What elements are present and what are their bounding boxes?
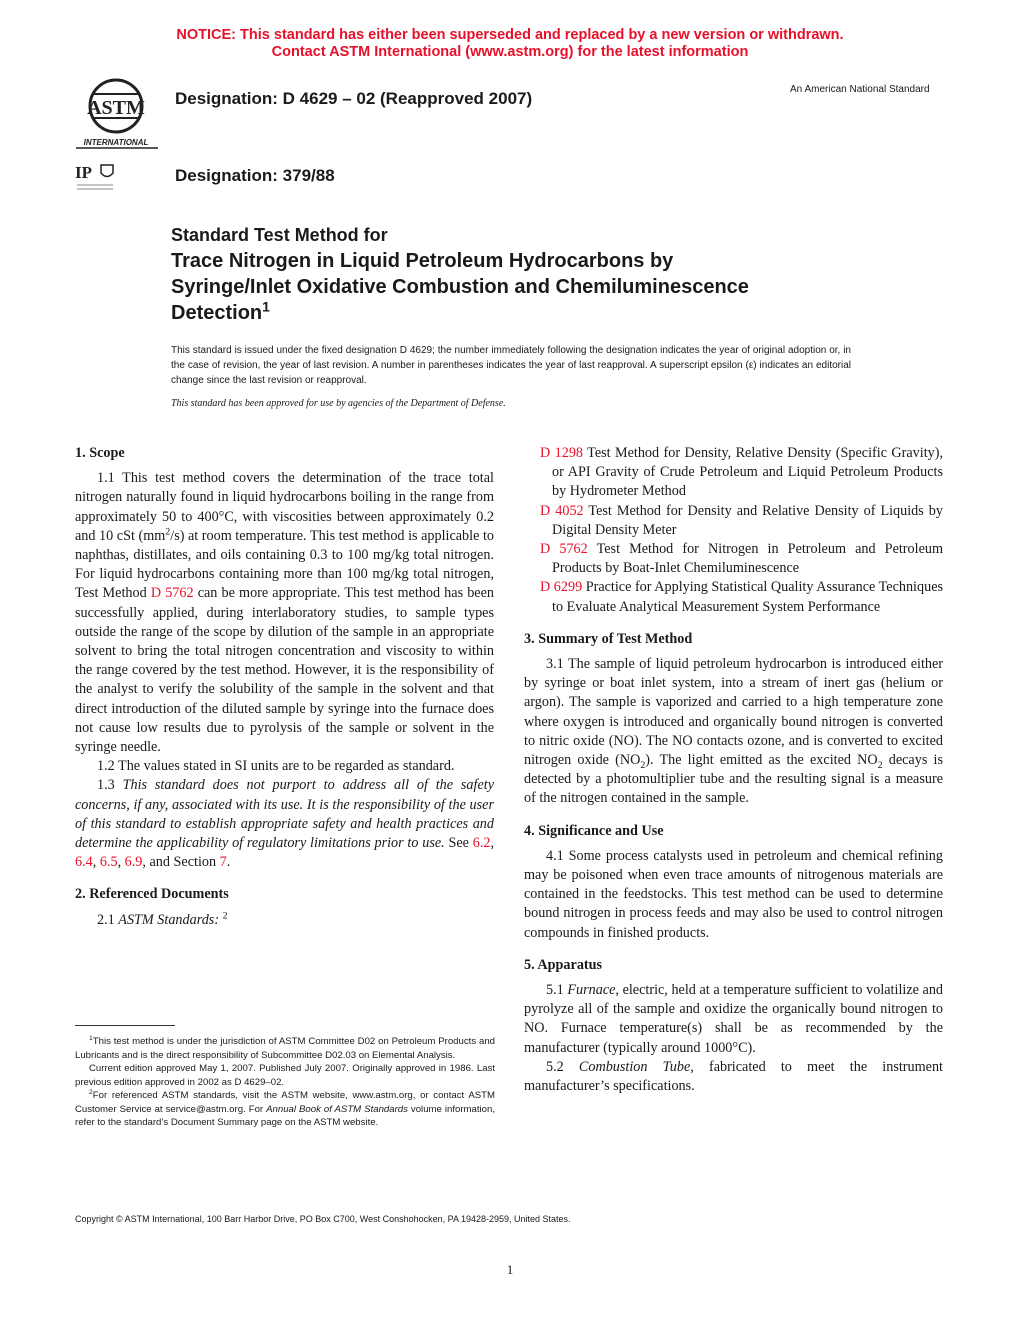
copyright: Copyright © ASTM International, 100 Barr Harbor Drive, PO Box C700, West Conshohocken, PA 19428-2959, United States.: [75, 1214, 571, 1224]
summary-heading: 3. Summary of Test Method: [524, 630, 693, 647]
link-d6299[interactable]: D 6299: [540, 579, 583, 596]
scope-1-1: 1.1 This test method covers the determination of the trace total nitrogen naturally found in liquid hydrocarbons boiling in the range from approximately 50 to 400°C, with viscosities between approximately 0.2 and 10 cSt $(mm^2/s)$ at room temperature. This test method is applicable to naphthas, distillates, and oils containing 0.3 to 100 mg/kg total nitrogen. For liquid hydrocarbons containing more than 100 mg/kg total nitrogen, Test Method D 5762 can be more appropriate. This test method has been successfully applied, during interlaboratory studies, to sample types outside the range of the scope by dilution of the sample in an appropriate solvent to bring the total nitrogen concentration and viscosity to within the range covered by the test method. However, it is the responsibility of the analyst to verify the solubility of the sample in the solvent and that direct introduction of the diluted sample by syringe into the furnace does not cause low results due to pyrolysis of the sample or solvent in the syringe needle.: [75, 470, 494, 756]
scope-heading: 1. Scope: [75, 445, 125, 461]
scope-1-3: 1.3 This standard does not purport to address all of the safety concerns, if any, associated with its use. It is the responsibility of the user of this standard to establish appropriate safety and health practices and determine the applicability of regulatory limitations prior to use. See 6.2, 6.4, 6.5, 6.9, and Section 7.: [75, 777, 495, 871]
ip-logo: [75, 160, 117, 194]
dod-note: This standard has been approved for use by agencies of the Department of Defense.: [171, 398, 506, 409]
referenced-heading: 2. Referenced Documents: [75, 886, 229, 903]
svg-text:ASTM: ASTM: [87, 97, 145, 119]
link-6-9[interactable]: 6.9: [124, 854, 143, 871]
footnote-1: $^1$This test method is under the jurisdiction of ASTM Committee D02 on Petroleum Products and Lubricants and is the direct responsibility of Subcommittee D02.03 on Elemental Analysis.: [75, 1034, 495, 1061]
withdrawal-notice: [0, 27, 1020, 61]
apparatus-5-1: 5.1 Furnace, electric, held at a temperature sufficient to volatilize and pyrolyze all of the sample and oxidize the organically bound nitrogen to NO. Furnace temperature(s) shall be as recommended by the manufacturer (typically around 1000°C).: [524, 982, 944, 1056]
ip-designation: Designation: 379/88: [175, 166, 335, 185]
left-column: [75, 444, 494, 930]
document-title: [171, 222, 891, 326]
significance-heading: 4. Significance and Use: [524, 822, 664, 839]
link-d1298[interactable]: D 1298: [540, 445, 584, 461]
ref-d1298: D 1298 Test Method for Density, Relative Density (Specific Gravity), or API Gravity of Crude Petroleum and Liquid Petroleum Products by Hydrometer Method: [540, 445, 943, 500]
svg-text:INTERNATIONAL: INTERNATIONAL: [83, 138, 149, 147]
link-section-7[interactable]: 7: [219, 854, 227, 871]
right-column: [524, 444, 943, 1096]
astm-logo: [72, 74, 162, 150]
footnotes: [75, 1035, 495, 1130]
link-d4052[interactable]: D 4052: [540, 502, 584, 519]
link-ref-d5762[interactable]: D 5762: [540, 541, 588, 558]
notice-line-2: Contact ASTM International (www.astm.org) for the latest information: [271, 44, 749, 60]
link-d5762[interactable]: D 5762: [150, 585, 194, 602]
title-line-4: Detection: [171, 302, 263, 324]
american-national-standard: An American National Standard: [790, 84, 930, 95]
title-line-2: Trace Nitrogen in Liquid Petroleum Hydrocarbons by: [171, 250, 674, 272]
title-line-1: Standard Test Method for: [171, 225, 388, 245]
link-6-5[interactable]: 6.5: [99, 854, 118, 871]
ref-d5762: D 5762 Test Method for Nitrogen in Petroleum and Petroleum Products by Boat-Inlet Chemiluminescence: [540, 541, 943, 577]
astm-logo-icon: [72, 74, 162, 150]
referenced-2-1: 2.1 ASTM Standards: $^2$: [97, 909, 228, 928]
page-number: 1: [506, 1262, 514, 1277]
ip-logo-icon: [75, 160, 117, 194]
significance-4-1: 4.1 Some process catalysts used in petroleum and chemical refining may be poisoned when even trace amounts of nitrogenous materials are contained in the feedstocks. This test method can be used to determine bound nitrogen in process feeds and may also be used to control nitrogen compounds in finished products.: [524, 847, 943, 941]
title-line-3: Syringe/Inlet Oxidative Combustion and Chemiluminescence: [171, 276, 749, 298]
link-6-2[interactable]: 6.2: [472, 835, 491, 852]
apparatus-heading: 5. Apparatus: [524, 956, 603, 973]
issued-note: This standard is issued under the fixed designation D 4629; the number immediately following the designation indicates the year of original adoption or, in the case of revision, the year of last revision. A number in parentheses indicates the year of last reapproval. A superscript epsilon (ε) indicates an editorial change since the last revision or reapproval.: [171, 345, 851, 386]
summary-3-1: 3.1 The sample of liquid petroleum hydrocarbon is introduced either by syringe or boat inlet system, into a stream of inert gas (helium or argon). The sample is vaporized and carried to a high temperature zone where oxygen is introduced and organically bound nitrogen is converted to nitric oxide (NO). The NO contacts ozone, and is converted to excited nitrogen oxide $(NO_2)$. The light emitted as the excited $NO_2$ decays is detected by a photomultiplier tube and the resulting signal is a measure of the nitrogen contained in the sample.: [524, 656, 943, 807]
ref-d4052: D 4052 Test Method for Density and Relative Density of Liquids by Digital Density Meter: [540, 502, 943, 538]
designation: Designation: D 4629 – 02 (Reapproved 2007): [175, 89, 533, 108]
footnote-2: $^2$For referenced ASTM standards, visit the ASTM website, www.astm.org, or contact ASTM Customer Service at service@astm.org. For Annual Book of ASTM Standards volume information, refer to the standard’s Document Summary page on the ASTM website.: [75, 1088, 495, 1128]
footnote-rule: [75, 1025, 175, 1026]
scope-1-2: 1.2 The values stated in SI units are to be regarded as standard.: [97, 758, 455, 775]
ref-d6299: D 6299 Practice for Applying Statistical Quality Assurance Techniques to Evaluate Analytical Measurement System Performance: [540, 579, 944, 615]
title-footnote-mark: 1: [262, 298, 270, 315]
svg-text:IP: IP: [75, 163, 92, 182]
notice-line-1: NOTICE: This standard has either been superseded and replaced by a new version or withdrawn.: [176, 27, 844, 43]
footnote-1b: Current edition approved May 1, 2007. Published July 2007. Originally approved in 1986. Last previous edition approved in 2002 as D 4629–02.: [75, 1063, 495, 1088]
link-6-4[interactable]: 6.4: [75, 854, 93, 871]
apparatus-5-2: 5.2 Combustion Tube, fabricated to meet the instrument manufacturer’s specifications.: [524, 1058, 943, 1095]
